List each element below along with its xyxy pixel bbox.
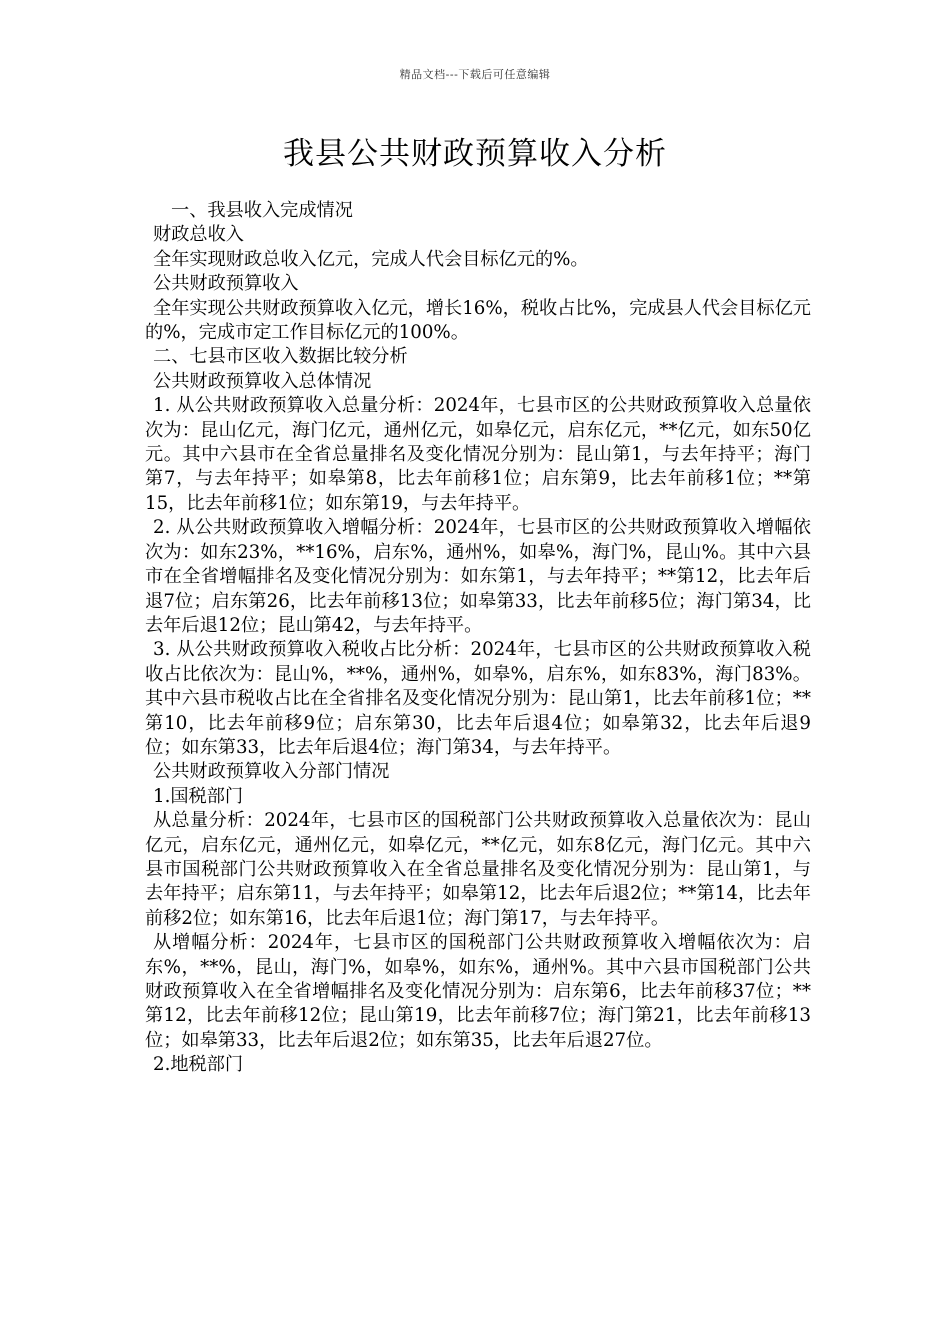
paragraph: 从增幅分析：2024年，七县市区的国税部门公共财政预算收入增幅依次为：启东%，**%，昆山，海门%，如皋%，如东%，通州%。其中六县市国税部门公共财政预算收入在全省增幅排名及变化情况分别为：启东第6，比去年前移37位；**第12，比去年前移12位；昆山第19，比去年前移7位；海门第21，比去年前移13位；如皋第33，比去年后退2位；如东第35，比去年后退27位。 <box>145 932 811 1051</box>
document-body <box>145 199 811 1078</box>
subheading-local-tax: 2.地税部门 <box>153 1054 244 1076</box>
header-note: 精品文档---下载后可任意编辑 <box>399 68 551 81</box>
paragraph: 全年实现公共财政预算收入亿元，增长16%，税收占比%，完成县人代会目标亿元的%，完成市定工作目标亿元的100%。 <box>145 297 811 344</box>
subheading-overall: 公共财政预算收入总体情况 <box>153 370 372 392</box>
paragraph: 3. 从公共财政预算收入税收占比分析：2024年，七县市区的公共财政预算收入税收占比依次为：昆山%，**%，通州%，如皋%，启东%，如东83%，海门83%。其中六县市税收占比在全省排名及变化情况分别为：昆山第1，比去年前移1位；**第10，比去年前移9位；启东第30，比去年后退4位；如皋第32，比去年后退9位；如东第33，比去年后退4位；海门第34，与去年持平。 <box>145 639 811 758</box>
paragraph: 2. 从公共财政预算收入增幅分析：2024年，七县市区的公共财政预算收入增幅依次为：如东23%，**16%，启东%，通州%，如皋%，海门%，昆山%。其中六县市在全省增幅排名及变化情况分别为：如东第1，与去年持平；**第12，比去年后退7位；启东第26，比去年前移13位；如皋第33，比去年前移5位；海门第34，比去年后退12位；昆山第42，与去年持平。 <box>145 517 811 636</box>
paragraph: 全年实现财政总收入亿元，完成人代会目标亿元的%。 <box>153 248 589 270</box>
paragraph: 从总量分析：2024年，七县市区的国税部门公共财政预算收入总量依次为：昆山亿元，启东亿元，通州亿元，如皋亿元，**亿元，如东8亿元，海门亿元。其中六县市国税部门公共财政预算收入在全省总量排名及变化情况分别为：昆山第1，与去年持平；启东第11，与去年持平；如皋第12，比去年后退2位；**第14，比去年前移2位；如东第16，比去年后退1位；海门第17，与去年持平。 <box>145 810 811 929</box>
document-title: 我县公共财政预算收入分析 <box>283 136 667 172</box>
section-heading-1: 一、我县收入完成情况 <box>171 200 353 221</box>
paragraph: 1. 从公共财政预算收入总量分析：2024年，七县市区的公共财政预算收入总量依次为：昆山亿元，海门亿元，通州亿元，如皋亿元，启东亿元，**亿元，如东50亿元。其中六县市在全省总量排名及变化情况分别为：昆山第1，与去年持平；海门第7，与去年持平；如皋第8，比去年前移1位；启东第9，比去年前移1位；**第15，比去年前移1位；如东第19，与去年持平。 <box>145 395 811 514</box>
section-heading-2: 二、七县市区收入数据比较分析 <box>153 346 408 368</box>
subheading-public-budget: 公共财政预算收入 <box>153 273 299 295</box>
subheading-total-revenue: 财政总收入 <box>153 224 244 246</box>
subheading-by-department: 公共财政预算收入分部门情况 <box>153 761 390 783</box>
subheading-national-tax: 1.国税部门 <box>153 785 244 807</box>
